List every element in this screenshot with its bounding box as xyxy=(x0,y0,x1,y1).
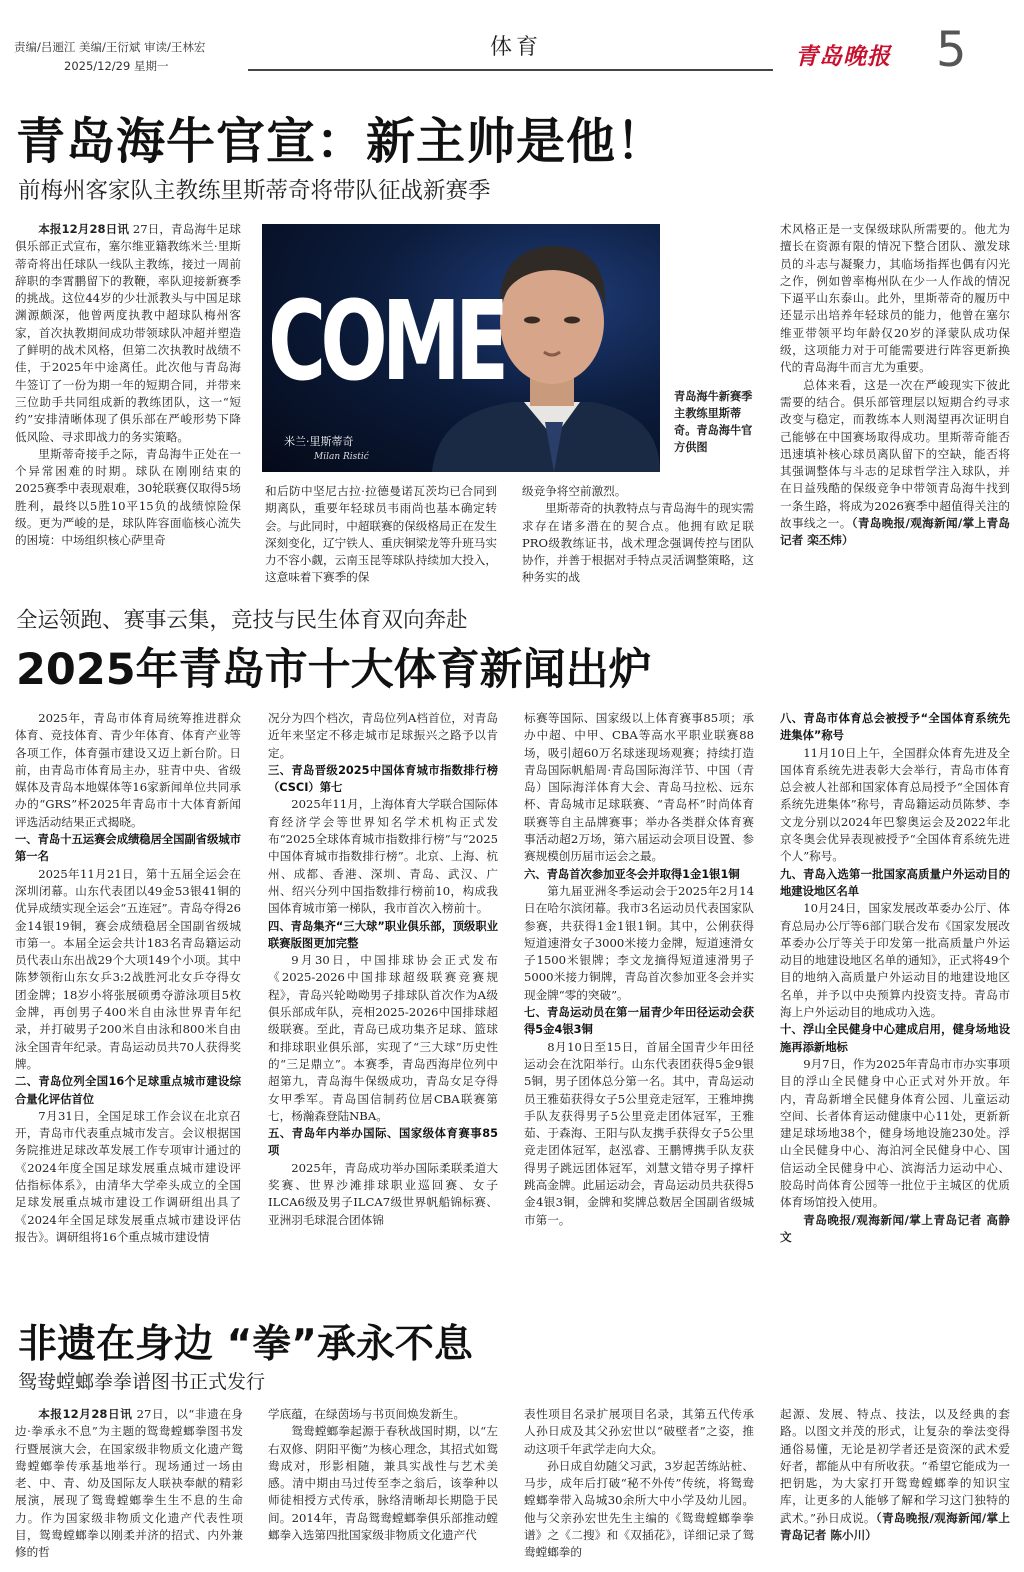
photo-big-text: COME xyxy=(268,277,504,405)
story1-column-1 xyxy=(15,221,241,587)
photo-caption xyxy=(674,388,756,478)
story3-paragraph: 起源、发展、特点、技法，以及经典的套路。以图文并茂的形式，让复杂的拳法变得通俗易懂，无论是初学者还是资深的武术爱好者，都能从中有所收获。“希望它能成为一把钥匙，为大家打开鸳鸯螳螂拳的知识宝库，让更多的人能够了解和学习这门独特的武术。”孙日成说。 xyxy=(780,1407,1010,1525)
news-item-body: 9月30日，中国排球协会正式发布《2025-2026中国排球超级联赛竞赛规程》，青岛兴轮呦呦男子排球队首次作为A级俱乐部成年队，亮相2025-2026中国排球超级联赛。至此，青岛已成功集齐足球、篮球和排球职业俱乐部，实现了“三大球”历史性的“三足鼎立”。本赛季，青岛西海岸位列中超第九，青岛海牛保级成功，青岛女足夺得女甲季军。青岛国信制药位居CBA联赛第七，杨瀚森登陆NBA。 xyxy=(268,953,498,1123)
news-item-heading: 五、青岛年内举办国际、国家级体育赛事85项 xyxy=(268,1127,498,1158)
story2-column-3 xyxy=(524,710,754,1300)
news-item-body: 2025年11月21日，第十五届全运会在深圳闭幕。山东代表团以49金53银41铜的优异成绩实现全运会“五连冠”。青岛夺得26金14银19铜，赛会成绩稳居全国副省级城市第一。本届全运会共计183名青岛籍运动员代表山东出战29个大项149个小项。其中陈梦领衔山东女乒3:2战胜河北女乒夺得女团金牌；18岁小将张展硕勇夺游泳项目5枚金牌，再创男子400米自由泳世界青年纪录，并打破男子200米自由泳和800米自由泳全国青年纪录。青岛运动员共70人获得奖牌。 xyxy=(15,866,241,1071)
news-item-heading: 一、青岛十五运赛会成绩稳居全国副省级城市第一名 xyxy=(15,833,241,864)
story1-column-2 xyxy=(265,483,497,587)
news-item-body: 10月24日，国家发展改革委办公厅、体育总局办公厅等6部门联合发布《国家发展改革委办公厅等关于印发第一批高质量户外运动目的地建设地区名单的通知》，正式将49个目的地纳入高质量户外运动目的地建设地区名单，并予以中央预算内投资支持。青岛市海上户外运动目的地成功入选。 xyxy=(780,901,1010,1020)
story1-paragraph: 总体来看，这是一次在严峻现实下彼此需要的结合。俱乐部管理层以短期合约寻求改变与稳定，而教练本人则渴望再次证明自己能够在中国赛场取得成功。里斯蒂奇能否迅速填补核心球员离队留下的空缺，能否将其强调整体与斗志的足球哲学注入球队，并在日益残酷的保级竞争中带领青岛海牛找到一条生路，将成为2026赛季中超值得关注的故事线之一。 xyxy=(780,377,1010,531)
photo-signature: Milan Ristić xyxy=(314,452,369,462)
news-item-heading: 三、青岛晋级2025中国体育城市指数排行榜（CSCI）第七 xyxy=(268,763,498,795)
story3-column-4 xyxy=(780,1406,1010,1566)
story1-column-4 xyxy=(780,221,1010,597)
masthead-rule xyxy=(248,69,773,71)
story2-byline: 青岛晚报/观海新闻/掌上青岛记者 高静文 xyxy=(780,1212,1010,1244)
story1-byline: （青岛晚报/观海新闻/掌上青岛记者 栾丕炜） xyxy=(780,516,1010,548)
story1-paragraph: 术风格正是一支保级球队所需要的。他尤为擅长在资源有限的情况下整合团队、激发球员的斗志与凝聚力，其临场指挥也偶有闪光之作，例如曾率梅州队在少一人作战的情况下逼平山东泰山。此外，里斯蒂奇的履历中还显示出培养年轻球员的能力，他曾在塞尔维亚带领平均年龄仅20岁的泽蒙队成功保级，这项能力对于可能需要进行阵容更新换代的青岛海牛而言尤为重要。 xyxy=(780,222,1010,375)
photo-caption-text: 青岛海牛新赛季主教练里斯蒂奇。青岛海牛官方供图 xyxy=(674,390,753,454)
story2-kicker: 全运领跑、赛事云集，竞技与民生体育双向奔赴 xyxy=(16,608,468,633)
story1-paragraph: 27日，青岛海牛足球俱乐部正式宣布，塞尔维亚籍教练米兰·里斯蒂奇将出任球队一线队主教练，接过一周前辞职的李霄鹏留下的教鞭，率队迎接新赛季的挑战。这位44岁的少壮派教头与中国足球渊源颇深，他曾两度执教中超球队梅州客家，首次执教期间成功带领球队冲超并塑造了鲜明的战术风格，但第二次执教时战绩不佳，于2025年中途离任。此次他与青岛海牛签订了一份为期一年的短期合同，并带来三位助手共同组成新的教练团队，这一“短约”安排清晰体现了俱乐部在严峻形势下降低风险、寻求即战力的务实策略。 xyxy=(15,222,241,444)
page-number: 5 xyxy=(936,22,967,78)
editors-line: 责编/吕逦江 美编/王衍斌 审读/王林宏 xyxy=(14,40,206,54)
section-name: 体育 xyxy=(490,35,543,60)
story3-paragraph: 学底蕴，在绿茵场与书页间焕发新生。 xyxy=(268,1407,466,1421)
story3-headline: 非遗在身边 “拳”承永不息 xyxy=(18,1322,473,1367)
story3-paragraph: 27日，以“非遗在身边·拳承永不息”为主题的鸳鸯螳螂拳图书发行暨展演大会，在国家级非物质文化遗产鸳鸯螳螂拳传承基地举行。现场通过一场由老、中、青、幼及国际友人联袂奉献的精彩展演，展现了鸳鸯螳螂拳生生不息的生命力。作为国家级非物质文化遗产代表性项目，鸳鸯螳螂拳以刚柔并济的招式、内外兼修的哲 xyxy=(15,1407,243,1560)
story3-paragraph: 孙日成自幼随父习武，3岁起苦练站桩、马步，成年后打破“秘不外传”传统，将鸳鸯螳螂拳带入岛城30余所大中小学及幼儿园。他与父亲孙宏世先生主编的《鸳鸯螳螂拳拳谱》之《二搜》和《双插花》，详细记录了鸳鸯螳螂拳的 xyxy=(524,1458,754,1560)
story1-column-3 xyxy=(522,483,754,587)
news-item-body: 2025年，青岛成功举办国际柔联柔道大奖赛、世界沙滩排球职业巡回赛、女子ILCA6级及男子ILCA7级世界帆船锦标赛、亚洲羽毛球混合团体锦 xyxy=(268,1160,498,1227)
story3-subheadline: 鸳鸯螳螂拳拳谱图书正式发行 xyxy=(18,1371,266,1393)
story2-intro: 2025年，青岛市体育局统筹推进群众体育、竞技体育、青少年体育、体育产业等各项工作，体育强市建设又迈上新台阶。日前，由青岛市体育局主办，驻青中央、省级媒体及青岛本地媒体等16家新闻单位共同承办的“GRS”杯2025年青岛市十大体育新闻评选活动结果正式揭晓。 xyxy=(15,711,241,829)
news-item-body: 2025年11月，上海体育大学联合国际体育经济学会等世界知名学术机构正式发布“2025全球体育城市指数排行榜”与“2025中国体育城市指数排行榜”。北京、上海、杭州、成都、香港、深圳、青岛、武汉、广州、绍兴分列中国指数排行榜前10，构成我国体育城市第一梯队，我市首次入榜前十。 xyxy=(268,797,498,916)
news-item-body: 7月31日，全国足球工作会议在北京召开，青岛市代表重点城市发言。会议根据国务院推进足球改革发展工作专项审计通过的《2024年度全国足球发展重点城市建设评估指标体系》，由清华大学牵头成立的全国足球发展重点城市建设工作调研组出具了《2024年全国足球发展重点城市建设评估报告》。调研组将16个重点城市建设情 xyxy=(15,1108,241,1244)
story2-column-1 xyxy=(15,710,241,1300)
story1-headline: 青岛海牛官宣：新主帅是他！ xyxy=(16,113,667,170)
story1-paragraph: 里斯蒂奇的执教特点与青岛海牛的现实需求存在诸多潜在的契合点。他拥有欧足联PRO级教练证书，战术理念强调传控与团队协作，并善于根据对手特点灵活调整策略，这种务实的战 xyxy=(522,501,754,585)
news-item-body: 第九届亚洲冬季运动会于2025年2月14日在哈尔滨闭幕。我市3名运动员代表国家队参赛，共获得1金1银1铜。其中，公俐获得短道速滑女子3000米接力金牌，短道速滑女子1500米银牌；李文龙摘得短道速滑男子5000米接力铜牌，青岛首次参加亚冬会并实现金牌“零的突破”。 xyxy=(524,883,754,1002)
newspaper-logo: 青岛晚报 xyxy=(795,43,891,70)
story3-column-1 xyxy=(15,1406,243,1566)
news-item-heading: 二、青岛位列全国16个足球重点城市建设综合量化评估首位 xyxy=(15,1075,241,1106)
coach-photo xyxy=(262,224,660,472)
photo-name-label: 米兰·里斯蒂奇 xyxy=(284,435,354,448)
story1-paragraph: 级竞争将空前激烈。 xyxy=(522,484,627,498)
story3-paragraph: 鸳鸯螳螂拳起源于春秋战国时期，以“左右双修、阴阳平衡”为核心理念，其招式如鸳鸯成对，形影相随，兼具实战性与艺术美感。清中期由马过传至李之翁后，该拳种以师徒相授方式传承，脉络清晰却长期隐于民间。2014年，青岛鸳鸯螳螂拳俱乐部推动螳螂拳入选第四批国家级非物质文化遗产代 xyxy=(268,1424,498,1543)
news-item-heading: 八、青岛市体育总会被授予“全国体育系统先进集体”称号 xyxy=(780,712,1010,743)
story2-headline: 2025年青岛市十大体育新闻出炉 xyxy=(16,645,652,695)
news-item-body: 8月10日至15日，首届全国青少年田径运动会在沈阳举行。山东代表团获得5金9银5铜，男子团体总分第一名。其中，青岛运动员王雅茹获得女子5公里竞走冠军，王雅坤携手队友获得男子5公里竞走团体冠军，王雅茹、于森海、王阳与队友携手获得女子5公里竞走团体冠军，赵泓睿、王鹏博携手队友获得男子跳远团体冠军，刘慧文错夺男子撑杆跳高金牌。此届运动会，青岛运动员共获得5金4银3铜，金牌和奖牌总数居全国副省级城市第一。 xyxy=(524,1039,754,1227)
story1-subheadline: 前梅州客家队主教练里斯蒂奇将带队征战新赛季 xyxy=(18,178,491,204)
news-item-heading: 九、青岛入选第一批国家高质量户外运动目的地建设地区名单 xyxy=(780,867,1010,898)
story3-dateline: 本报12月28日讯 xyxy=(38,1407,133,1421)
news-item-heading: 十、浮山全民健身中心建成启用，健身场地设施再添新地标 xyxy=(780,1023,1010,1054)
story3-byline: （青岛晚报/观海新闻/掌上青岛记者 陈小川） xyxy=(780,1510,1010,1543)
story3-column-2 xyxy=(268,1406,498,1566)
story2-column-4 xyxy=(780,710,1010,1300)
story1-paragraph: 和后防中坚尼古拉·拉德曼诺瓦茨均已合同到期离队，重要年轻球员韦雨尚也基本确定转会。与此同时，中超联赛的保级格局正在发生深刻变化，辽宁铁人、重庆铜梁龙等升班马实力不容小觑，云南玉昆等球队持续加大投入，这意味着下赛季的保 xyxy=(265,484,497,585)
news-item-heading: 四、青岛集齐“三大球”职业俱乐部，顶级职业联赛版图更加完整 xyxy=(268,919,498,950)
news-item-heading: 六、青岛首次参加亚冬会并取得1金1银1铜 xyxy=(524,867,740,881)
news-item-body: 况分为四个档次，青岛位列A档首位，对青岛近年来坚定不移走城市足球振兴之路予以肯定。 xyxy=(268,711,498,760)
news-item-body: 9月7日，作为2025年青岛市市办实事项目的浮山全民健身中心正式对外开放。年内，青岛新增全民健身体育公园、儿童运动空间、长者体育运动健康中心11处，更新新建足球场地38个，健身场地设施230处。浮山全民健身中心、海泊河全民健身中心、国信运动全民健身中心、滨海活力运动中心、胶岛时尚体育公园等一批位于主城区的优质体育场馆投入使用。 xyxy=(780,1056,1010,1210)
news-item-heading: 七、青岛运动员在第一届青少年田径运动会获得5金4银3铜 xyxy=(524,1006,754,1037)
news-item-body: 标赛等国际、国家级以上体育赛事85项；承办中超、中甲、CBA等高水平职业联赛88场，吸引超60万名球迷现场观赛；持续打造青岛国际帆船周·青岛国际海洋节、中国（青岛）国际海洋体育大会、青岛马拉松、远东杯、青岛城市足球联赛、“青岛杯”时尚体育联赛等自主品牌赛事；举办各类群众体育赛事活动超2万场，第六届运动会项目设置、参赛规模创历届市运会之最。 xyxy=(524,711,754,864)
story1-dateline: 本报12月28日讯 xyxy=(38,222,130,236)
story3-column-3 xyxy=(524,1406,754,1566)
news-item-body: 11月10日上午，全国群众体育先进及全国体育系统先进表彰大会举行，青岛市体育总会被人社部和国家体育总局授予“全国体育系统先进集体”称号，青岛籍运动员陈梦、李文龙分别以2024年巴黎奥运会及2022年北京冬奥会优异表现被授予“全国体育系统先进个人”称号。 xyxy=(780,745,1010,864)
issue-date: 2025/12/29 星期一 xyxy=(64,59,169,73)
story2-column-2 xyxy=(268,710,498,1300)
story3-paragraph: 表性项目名录扩展项目名录，其第五代传承人孙日成及其父孙宏世以“破壁者”之姿，推动这项千年武学走向大众。 xyxy=(524,1407,754,1456)
story1-paragraph: 里斯蒂奇接手之际，青岛海牛正处在一个异常困难的时期。球队在刚刚结束的2025赛季中表现艰难，30轮联赛仅取得5场胜利，最终以5胜10平15负的战绩惊险保级。更为严峻的是，球队阵容面临核心流失的困境：中场组织核心萨里奇 xyxy=(15,446,241,548)
